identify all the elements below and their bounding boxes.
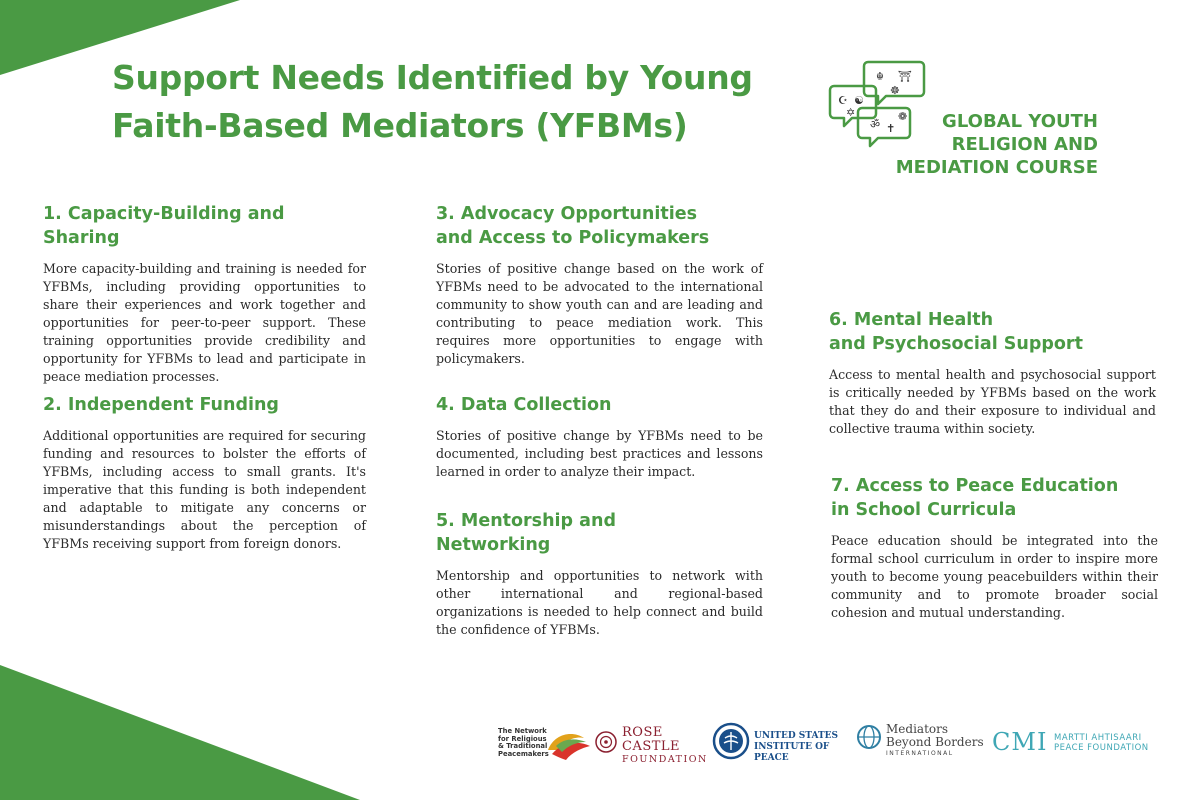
rose-castle-logo-text: ROSE CASTLE FOUNDATION [622,725,708,765]
logo-rose-castle-foundation [594,718,706,768]
rose-emblem-icon [594,730,618,754]
network-logo-text: The Network for Religious & Traditional Peacemakers [498,727,549,758]
svg-text:⛩: ⛩ [898,70,912,83]
course-name-line-3: MEDIATION COURSE [895,157,1098,178]
page-title-line-2: Faith-Based Mediators (YFBMs) [112,106,688,145]
globe-icon [856,724,882,750]
logo-usip [712,718,852,768]
svg-text:❁: ❁ [898,110,908,123]
hands-icon [546,728,594,762]
svg-text:ॐ: ॐ [870,118,881,131]
section-data-collection [436,393,763,481]
partner-logos [490,718,1170,768]
section-body: More capacity-building and training is needed for YFBMs, including providing opportunities to share their experiences and work together and opportunities for peer-to-peer support. These training opportunities provide credibility and opportunity for YFBMs to lead and participate in peace mediation processes. [43,261,366,384]
logo-network-religious-peacemakers [498,718,594,768]
svg-text:✡: ✡ [846,106,856,119]
section-independent-funding [43,393,366,553]
section-body: Peace education should be integrated into the formal school curriculum in order to inspire more youth to become young peacebuilders within their community and to promote broader social cohesion and mutual understanding. [831,533,1158,620]
usip-logo-text: UNITED STATES INSTITUTE OF PEACE [754,731,839,763]
logo-cmi [992,718,1162,768]
section-heading: 1. Capacity-Building and Sharing [43,204,285,248]
section-body: Access to mental health and psychosocial support is critically needed by YFBMs based on the work that they do and their exposure to individual and collective trauma within society. [829,367,1156,436]
section-body: Stories of positive change by YFBMs need to be documented, including best practices and lessons learned in order to analyze their impact. [436,428,763,479]
section-capacity-building [43,202,366,386]
bottom-left-green-corner [0,665,360,800]
svg-text:☪: ☪ [838,94,848,107]
section-heading: 3. Advocacy Opportunities and Access to Policymakers [436,204,710,248]
page-title [112,54,753,150]
cmi-mark: CMI [992,728,1048,756]
section-heading: 6. Mental Health and Psychosocial Support [829,310,1083,354]
section-advocacy-opportunities [436,202,763,368]
svg-text:✝: ✝ [886,122,896,135]
course-name [896,110,1098,179]
section-mental-health [829,308,1156,438]
course-brand [828,58,1098,183]
section-body: Stories of positive change based on the work of YFBMs need to be advocated to the international community to show youth can and are leading and contributing to peace mediation work. This requires more opportunities to engage with policymakers. [436,261,763,366]
section-body: Additional opportunities are required for securing funding and resources to bolster the efforts of YFBMs, including access to small grants. It's imperative that this funding is both independent and adaptable to mitigate any concerns or misunderstandings about the perception of YFBMs receiving support from foreign donors. [43,428,366,551]
section-mentorship-networking [436,509,763,639]
usip-seal-icon [712,722,750,760]
section-heading: 5. Mentorship and Networking [436,511,616,555]
cmi-logo-text: MARTTI AHTISAARI PEACE FOUNDATION [1054,733,1149,753]
section-heading: 2. Independent Funding [43,395,279,415]
course-name-line-1: GLOBAL YOUTH [942,111,1098,132]
page-title-line-1: Support Needs Identified by Young [112,58,753,97]
section-peace-education [831,474,1158,622]
svg-text:☯: ☯ [854,94,864,107]
mbb-logo-text: Mediators Beyond Borders INTERNATIONAL [886,722,984,757]
section-body: Mentorship and opportunities to network with other international and regional-based organizations is needed to help connect and build the confidence of YFBMs. [436,568,763,637]
svg-text:☬: ☬ [876,70,884,83]
section-heading: 4. Data Collection [436,395,612,415]
course-name-line-2: RELIGION AND [951,134,1098,155]
svg-text:☸: ☸ [890,84,900,97]
logo-mediators-beyond-borders [856,718,986,768]
section-heading: 7. Access to Peace Education in School Curricula [831,476,1119,520]
